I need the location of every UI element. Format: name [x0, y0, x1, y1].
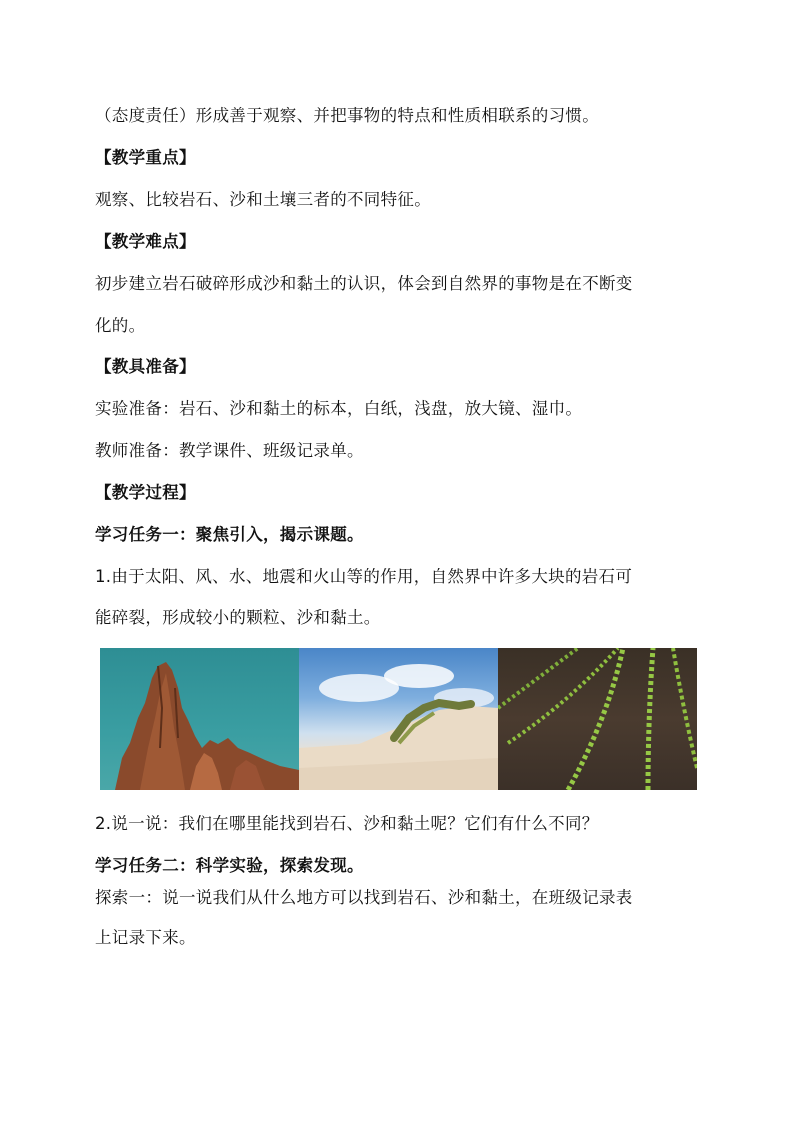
key-points-text: 观察、比较岩石、沙和土壤三者的不同特征。: [95, 190, 431, 209]
task2-title: 学习任务二：科学实验，探索发现。: [95, 856, 364, 875]
item1-line-a: 1.由于太阳、风、水、地震和火山等的作用，自然界中许多大块的岩石可: [95, 567, 633, 586]
difficulty-text-2: 化的。: [95, 316, 146, 335]
item2-text: 2.说一说：我们在哪里能找到岩石、沙和黏土呢？它们有什么不同？: [95, 814, 599, 833]
explore1-line-b: 上记录下来。: [95, 928, 196, 947]
explore1-line-a: 探索一：说一说我们从什么地方可以找到岩石、沙和黏土，在班级记录表: [95, 888, 633, 907]
heading-key-points: 【教学重点】: [95, 148, 196, 167]
tools-experiment: 实验准备：岩石、沙和黏土的标本，白纸，浅盘，放大镜、湿巾。: [95, 399, 583, 418]
rock-photo: [100, 648, 299, 790]
sand-dune-photo: [299, 648, 498, 790]
photo-strip: [100, 648, 697, 790]
difficulty-text-1: 初步建立岩石破碎形成沙和黏土的认识，体会到自然界的事物是在不断变: [95, 274, 633, 293]
heading-tools: 【教具准备】: [95, 357, 196, 376]
heading-process: 【教学过程】: [95, 483, 196, 502]
line-attitude: （态度责任）形成善于观察、并把事物的特点和性质相联系的习惯。: [95, 106, 599, 125]
item1-line-b: 能碎裂，形成较小的颗粒、沙和黏土。: [95, 608, 381, 627]
soil-field-photo: [498, 648, 697, 790]
heading-difficulties: 【教学难点】: [95, 232, 196, 251]
tools-teacher: 教师准备：教学课件、班级记录单。: [95, 441, 364, 460]
task1-title: 学习任务一：聚焦引入，揭示课题。: [95, 525, 364, 544]
